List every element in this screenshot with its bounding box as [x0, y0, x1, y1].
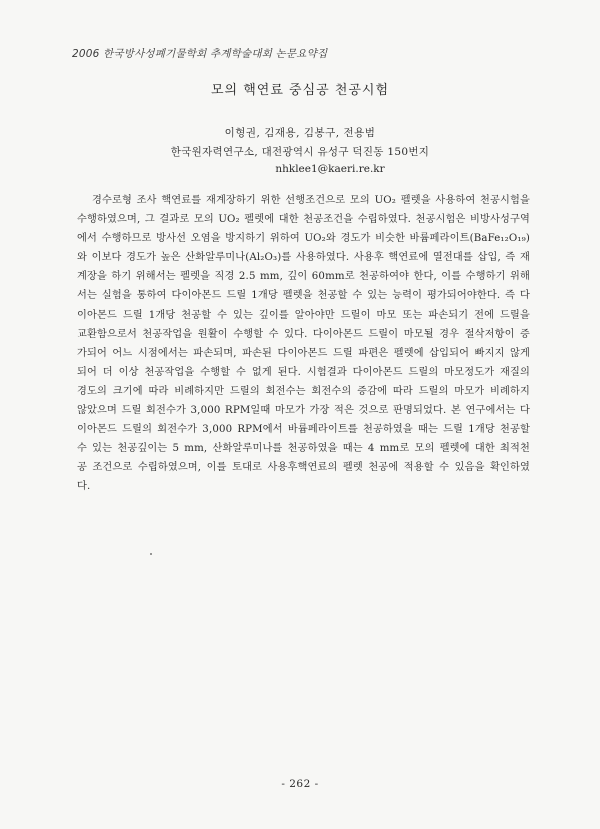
- affiliation: 한국원자력연구소, 대전광역시 유성구 덕진동 150번지: [170, 146, 430, 158]
- abstract-line: 않았으며 드릴 회전수가 3,000 RPM일때 마모가 가장 적은 것으로 판명되었다. 본 연구에서는 다: [77, 405, 530, 417]
- abstract-line: 이아몬드 드릴 1개당 천공할 수 있는 깊이를 알아야만 드릴이 마모 또는 파손되기 전에 드릴을: [77, 309, 530, 321]
- abstract-line: 수행하였으며, 그 결과로 모의 UO₂ 펠렛에 대한 천공조건을 수립하였다. 천공시험은 비방사성구역: [77, 214, 530, 226]
- abstract-line: 가되어 어느 시점에서는 파손되며, 파손된 다이아몬드 드릴 파편은 펠렛에 삽입되어 빠지지 않게: [77, 347, 530, 359]
- abstract-line: 되어 더 이상 천공작업을 수행할 수 없게 된다. 시험결과 다이아몬드 드릴의 마모정도가 재질의: [77, 366, 530, 378]
- abstract-line: 경수로형 조사 핵연료를 재계장하기 위한 선행조건으로 모의 UO₂ 펠렛을 사용하여 천공시험을: [92, 195, 530, 206]
- running-header: 2006 한국방사성폐기물학회 추계학술대회 논문요약집: [72, 48, 328, 60]
- abstract-line: 에서 수행하므로 방사선 오염을 방지하기 위하여 UO₂와 경도가 비슷한 바륨페라이트(BaFe₁₂O₁₉): [77, 233, 530, 245]
- abstract-body: [77, 191, 530, 497]
- abstract-line: 교환함으로서 천공작업을 원활이 수행할 수 있다. 다이아몬드 드릴이 마모될 경우 절삭저항이 증: [77, 328, 530, 340]
- abstract-line: 경도의 크기에 따라 비례하지만 드릴의 회전수는 회전수의 증감에 따라 드릴의 마모가 비례하지: [77, 385, 530, 397]
- email-text: nhklee1@kaeri.re.kr: [275, 163, 385, 175]
- abstract-line: 계장을 하기 위해서는 펠렛을 직경 2.5 mm, 깊이 60mm로 천공하여야 한다, 이를 수행하기 위해: [77, 271, 530, 283]
- abstract-line: 공 조건으로 수립하였으며, 이를 토대로 사용후핵연료의 펠렛 천공에 적용할 수 있음을 확인하였: [77, 462, 530, 474]
- abstract-line: 다.: [77, 481, 91, 493]
- author-list: 이형권, 김재용, 김봉구, 전용범: [224, 127, 376, 139]
- paper-title: 모의 핵연료 중심공 천공시험: [210, 83, 390, 98]
- page-number: - 262 -: [281, 778, 319, 790]
- abstract-line: 이아몬드 드릴의 회전수가 3,000 RPM에서 바륨페라이트를 천공하였을 때는 드릴 1개당 천공할: [77, 424, 530, 436]
- abstract-line: 서는 실험을 통하여 다이아몬드 드릴 1개당 펠렛을 천공할 수 있는 능력이 평가되어야한다. 즉 다: [77, 290, 530, 302]
- email-link[interactable]: [0, 163, 600, 175]
- abstract-line: 수 있는 천공깊이는 5 mm, 산화알루미나를 천공하였을 때는 4 mm로 모의 펠렛에 대한 최적천: [77, 443, 530, 455]
- scan-speck: [150, 553, 152, 555]
- abstract-line: 와 이보다 경도가 높은 산화알루미나(Al₂O₃)를 사용하였다. 사용후 핵연료에 열전대를 삽입, 즉 재: [77, 252, 530, 264]
